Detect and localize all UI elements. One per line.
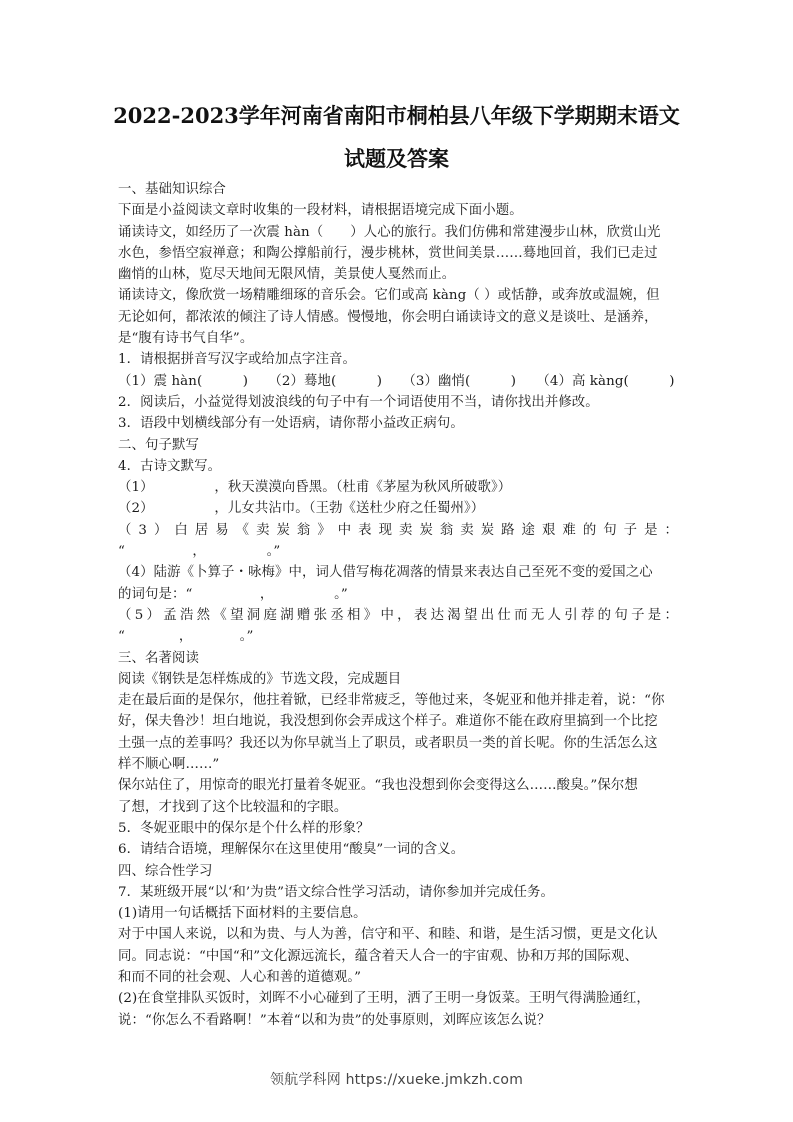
paragraph-line: 水色，参悟空寂禅意；和陶公撑船前行，漫步桃林，赏世间美景……蓦地回首，我们已走过: [118, 245, 658, 261]
question-4: 4．古诗文默写。: [118, 458, 222, 474]
question-4-2: （2） ，儿女共沾巾。（王勃《送杜少府之任蜀州》）: [118, 501, 485, 517]
section-heading: 三、名著阅读: [118, 650, 199, 666]
section-heading: 四、综合性学习: [118, 863, 213, 879]
question-3: 3．语段中划横线部分有一处语病，请你帮小益改正病句。: [118, 416, 464, 432]
question-7-2-line: 说：“你怎么不看路啊！”本着“以和为贵”的处事原则，刘晖应该怎么说？: [118, 1012, 551, 1028]
paragraph-line: 诵读诗文，如经历了一次震 hàn（ ）人心的旅行。我们仿佛和常建漫步山林，欣赏山光: [118, 224, 661, 240]
document-title-line1: 2022-2023学年河南省南阳市桐柏县八年级下学期期末语文: [113, 103, 680, 128]
paragraph-line: 无论如何，都浓浓的倾注了诗人情感。慢慢地，你会明白诵读诗文的意义是谈吐、是涵养，: [118, 309, 658, 325]
question-4-4-blank: 的词句是：“ ， 。”: [118, 586, 348, 602]
document-title-line2: 试题及答案: [344, 146, 449, 171]
material-line: 对于中国人来说，以和为贵、与人为善，信守和平、和睦、和谐，是生活习惯，更是文化认: [118, 927, 658, 943]
material-line: 和而不同的社会观、人心和善的道德观。”: [118, 969, 362, 985]
question-7-2: (2)在食堂排队买饭时，刘晖不小心碰到了王明，洒了王明一身饭菜。王明气得满脸通红，: [118, 991, 650, 1007]
section-heading: 二、句子默写: [118, 437, 199, 453]
footer-watermark: 领航学科网 https://xueke.jmkzh.com: [269, 1072, 524, 1088]
question-5: 5．冬妮亚眼中的保尔是个什么样的形象？: [118, 820, 370, 836]
question-4-3-blank: “ ， 。”: [118, 544, 281, 560]
passage-line: 走在最后面的是保尔，他拄着锨，已经非常疲乏，等他过来，冬妮亚和他并排走着，说：“你: [118, 693, 665, 709]
passage-line: 了想，才找到了这个比较温和的字眼。: [118, 799, 348, 815]
question-4-4: （4）陆游《卜算子・咏梅》中，词人借写梅花凋落的情景来表达自己至死不变的爱国之心: [118, 565, 653, 581]
passage-line: 样不顺心啊……”: [118, 757, 220, 773]
paragraph-line: 是“腹有诗书气自华”。: [118, 331, 254, 347]
paragraph-line: 幽悄的山林，览尽天地间无限风情，美景使人戛然而止。: [118, 267, 456, 283]
document-body: [118, 179, 678, 1031]
question-4-5-blank: “ ， 。”: [118, 629, 254, 645]
question-7-1: (1)请用一句话概括下面材料的主要信息。: [118, 906, 367, 922]
passage-line: 保尔站住了，用惊奇的眼光打量着冬妮亚。“我也没想到你会变得这么……酸臭。”保尔想: [118, 778, 638, 794]
question-7: 7．某班级开展“以‘和’为贵”语文综合性学习活动，请你参加并完成任务。: [118, 884, 554, 900]
question-2: 2．阅读后，小益觉得划波浪线的句子中有一个词语使用不当，请你找出并修改。: [118, 394, 599, 410]
question-4-3: （3）白居易《卖炭翁》中表现卖炭翁卖炭路途艰难的句子是：: [118, 522, 678, 538]
passage-line: 土强一点的差事吗？我还以为你早就当上了职员，或者职员一类的首长呢。你的生活怎么这: [118, 735, 658, 751]
paragraph-line: 下面是小益阅读文章时收集的一段材料，请根据语境完成下面小题。: [118, 203, 523, 219]
passage-line: 好，保夫鲁沙！坦白地说，我没想到你会弄成这个样子。难道你不能在政府里搞到一个比挖: [118, 714, 658, 730]
material-line: 同。同志说：“中国“和”文化源远流长，蕴含着天人合一的宇宙观、协和万邦的国际观、: [118, 948, 638, 964]
paragraph-line: 诵读诗文，像欣赏一场精雕细琢的音乐会。它们或高 kàng（ ）或恬静，或奔放或温婉，但: [118, 288, 660, 304]
question-1: 1．请根据拼音写汉字或给加点字注音。: [118, 352, 356, 368]
question-4-1: （1） ，秋天漠漠向昏黑。（杜甫《茅屋为秋风所破歌》）: [118, 480, 512, 496]
question-6: 6．请结合语境，理解保尔在这里使用“酸臭”一词的含义。: [118, 842, 465, 858]
question-4-5: （5）孟浩然《望洞庭湖赠张丞相》中，表达渴望出仕而无人引荐的句子是：: [118, 607, 678, 623]
section-heading: 一、基础知识综合: [118, 182, 226, 197]
paragraph-line: 阅读《钢铁是怎样炼成的》节选文段，完成题目: [118, 671, 402, 687]
question-1-items: （1）震 hàn( ) （2）蓦地( ) （3）幽悄( ) （4）高 kàng( ): [118, 373, 675, 389]
